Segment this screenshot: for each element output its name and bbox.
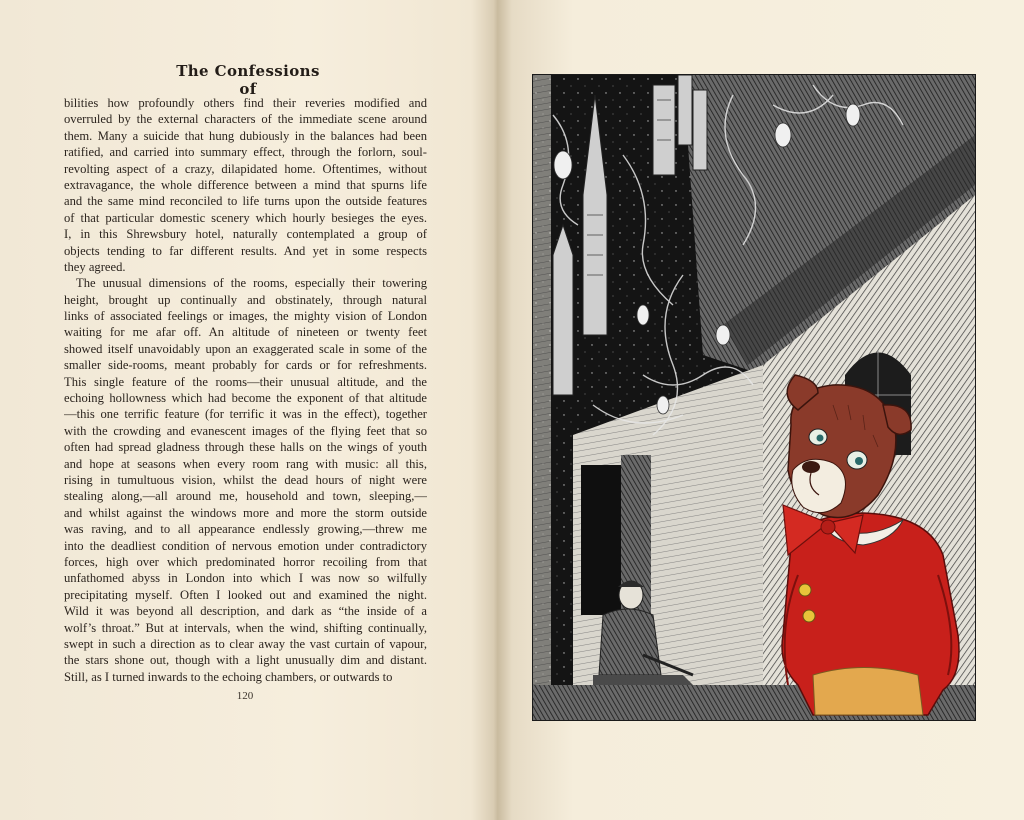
text-line: stealing along,—all around me, household and town, sleeping,— — [64, 489, 427, 504]
text-line: the stars shone out, though with a light unusually dim and distant. — [64, 653, 427, 668]
text-line: showed itself unavoidably upon an exaggerated scale in some of the — [64, 341, 427, 356]
body-text — [64, 95, 427, 685]
text-line: This single feature of the rooms—their unusual altitude, and the — [64, 374, 427, 389]
text-line: Wild it was beyond all description, and dark as “the inside of a — [64, 604, 427, 619]
text-line: often had spread gladness through these halls on the wings of youth — [64, 440, 427, 455]
text-line: with the crowding and evanescent images of the flying feet that so — [64, 423, 427, 438]
text-line: and whilst against the windows more and more the storm outside — [64, 505, 427, 520]
text-line: precipitating myself. Often I looked out and examined the night. — [64, 587, 427, 602]
text-line: unfathomed abyss in London into which I was now so wilfully — [64, 571, 427, 586]
text-line: wolf’s throat.” But at intervals, when the wind, shifting continually, — [64, 620, 427, 635]
illustration — [533, 75, 975, 720]
text-line: and hope at seasons when every room rang with music: all this, — [64, 456, 427, 471]
text-line: of that particular domestic scenery which hourly besieges the eyes. — [64, 210, 427, 225]
text-line: extravagance, the whole difference between a mind that spurns life — [64, 177, 427, 192]
text-line: Still, as I turned inwards to the echoing chambers, or outwards to — [64, 669, 393, 684]
text-line: —this one terrific feature (for terrific it was in the effect), together — [64, 407, 427, 422]
doorway — [581, 465, 621, 615]
text-line: swept in such a direction as to clear away the vast curtain of vapour, — [64, 636, 427, 651]
text-line: waiting for me afar off. An altitude of nineteen or twenty feet — [64, 325, 427, 340]
text-line: was raving, and to all appearance endlessly growing,—threw me — [64, 522, 427, 537]
text-line: height, brought up continually and obstinately, through natural — [64, 292, 427, 307]
text-line: objects tending to far different results. And yet in some respects — [64, 243, 427, 258]
text-line: echoing hollowness which had become the exponent of that altitude — [64, 391, 427, 406]
text-line: The unusual dimensions of the rooms, especially their towering — [76, 276, 427, 291]
text-line: revolting aspect of a crazy, dilapidated home. Oftentimes, without — [64, 161, 427, 176]
text-line: they agreed. — [64, 259, 126, 274]
left-page — [0, 0, 492, 820]
bear-nose — [802, 461, 820, 473]
text-line: I, in this Shrewsbury hotel, naturally contemplated a group of — [64, 227, 427, 242]
text-line: ratified, and carried into summary effect, through the forlorn, soul- — [64, 145, 427, 160]
text-line: into the deadliest condition of nervous emotion under contradictory — [64, 538, 427, 553]
page-number: 120 — [236, 690, 254, 702]
right-page — [500, 0, 1024, 820]
illustration-plate — [532, 74, 976, 721]
text-line: smaller side-rooms, meant probably for cards or for refreshments. — [64, 358, 427, 373]
text-line: forces, high over which predominated horror recoiling from that — [64, 554, 427, 569]
text-line: bilities how profoundly others find their reveries modified and — [64, 96, 427, 110]
text-line: links of associated feelings or images, the mighty vision of London — [64, 309, 427, 324]
text-line: and the same mind reconciled to life turns upon the outside features — [64, 194, 427, 209]
running-head: The Confessions of — [176, 62, 320, 98]
text-line: them. Many a suicide that hung dubiously in the balances had been — [64, 128, 427, 143]
text-line: rising in tumultuous vision, whilst the dead hours of night were — [64, 472, 427, 487]
coat-button — [799, 584, 811, 596]
coat-button — [803, 610, 815, 622]
text-line: overruled by the external characters of the immediate scene around — [64, 112, 427, 127]
